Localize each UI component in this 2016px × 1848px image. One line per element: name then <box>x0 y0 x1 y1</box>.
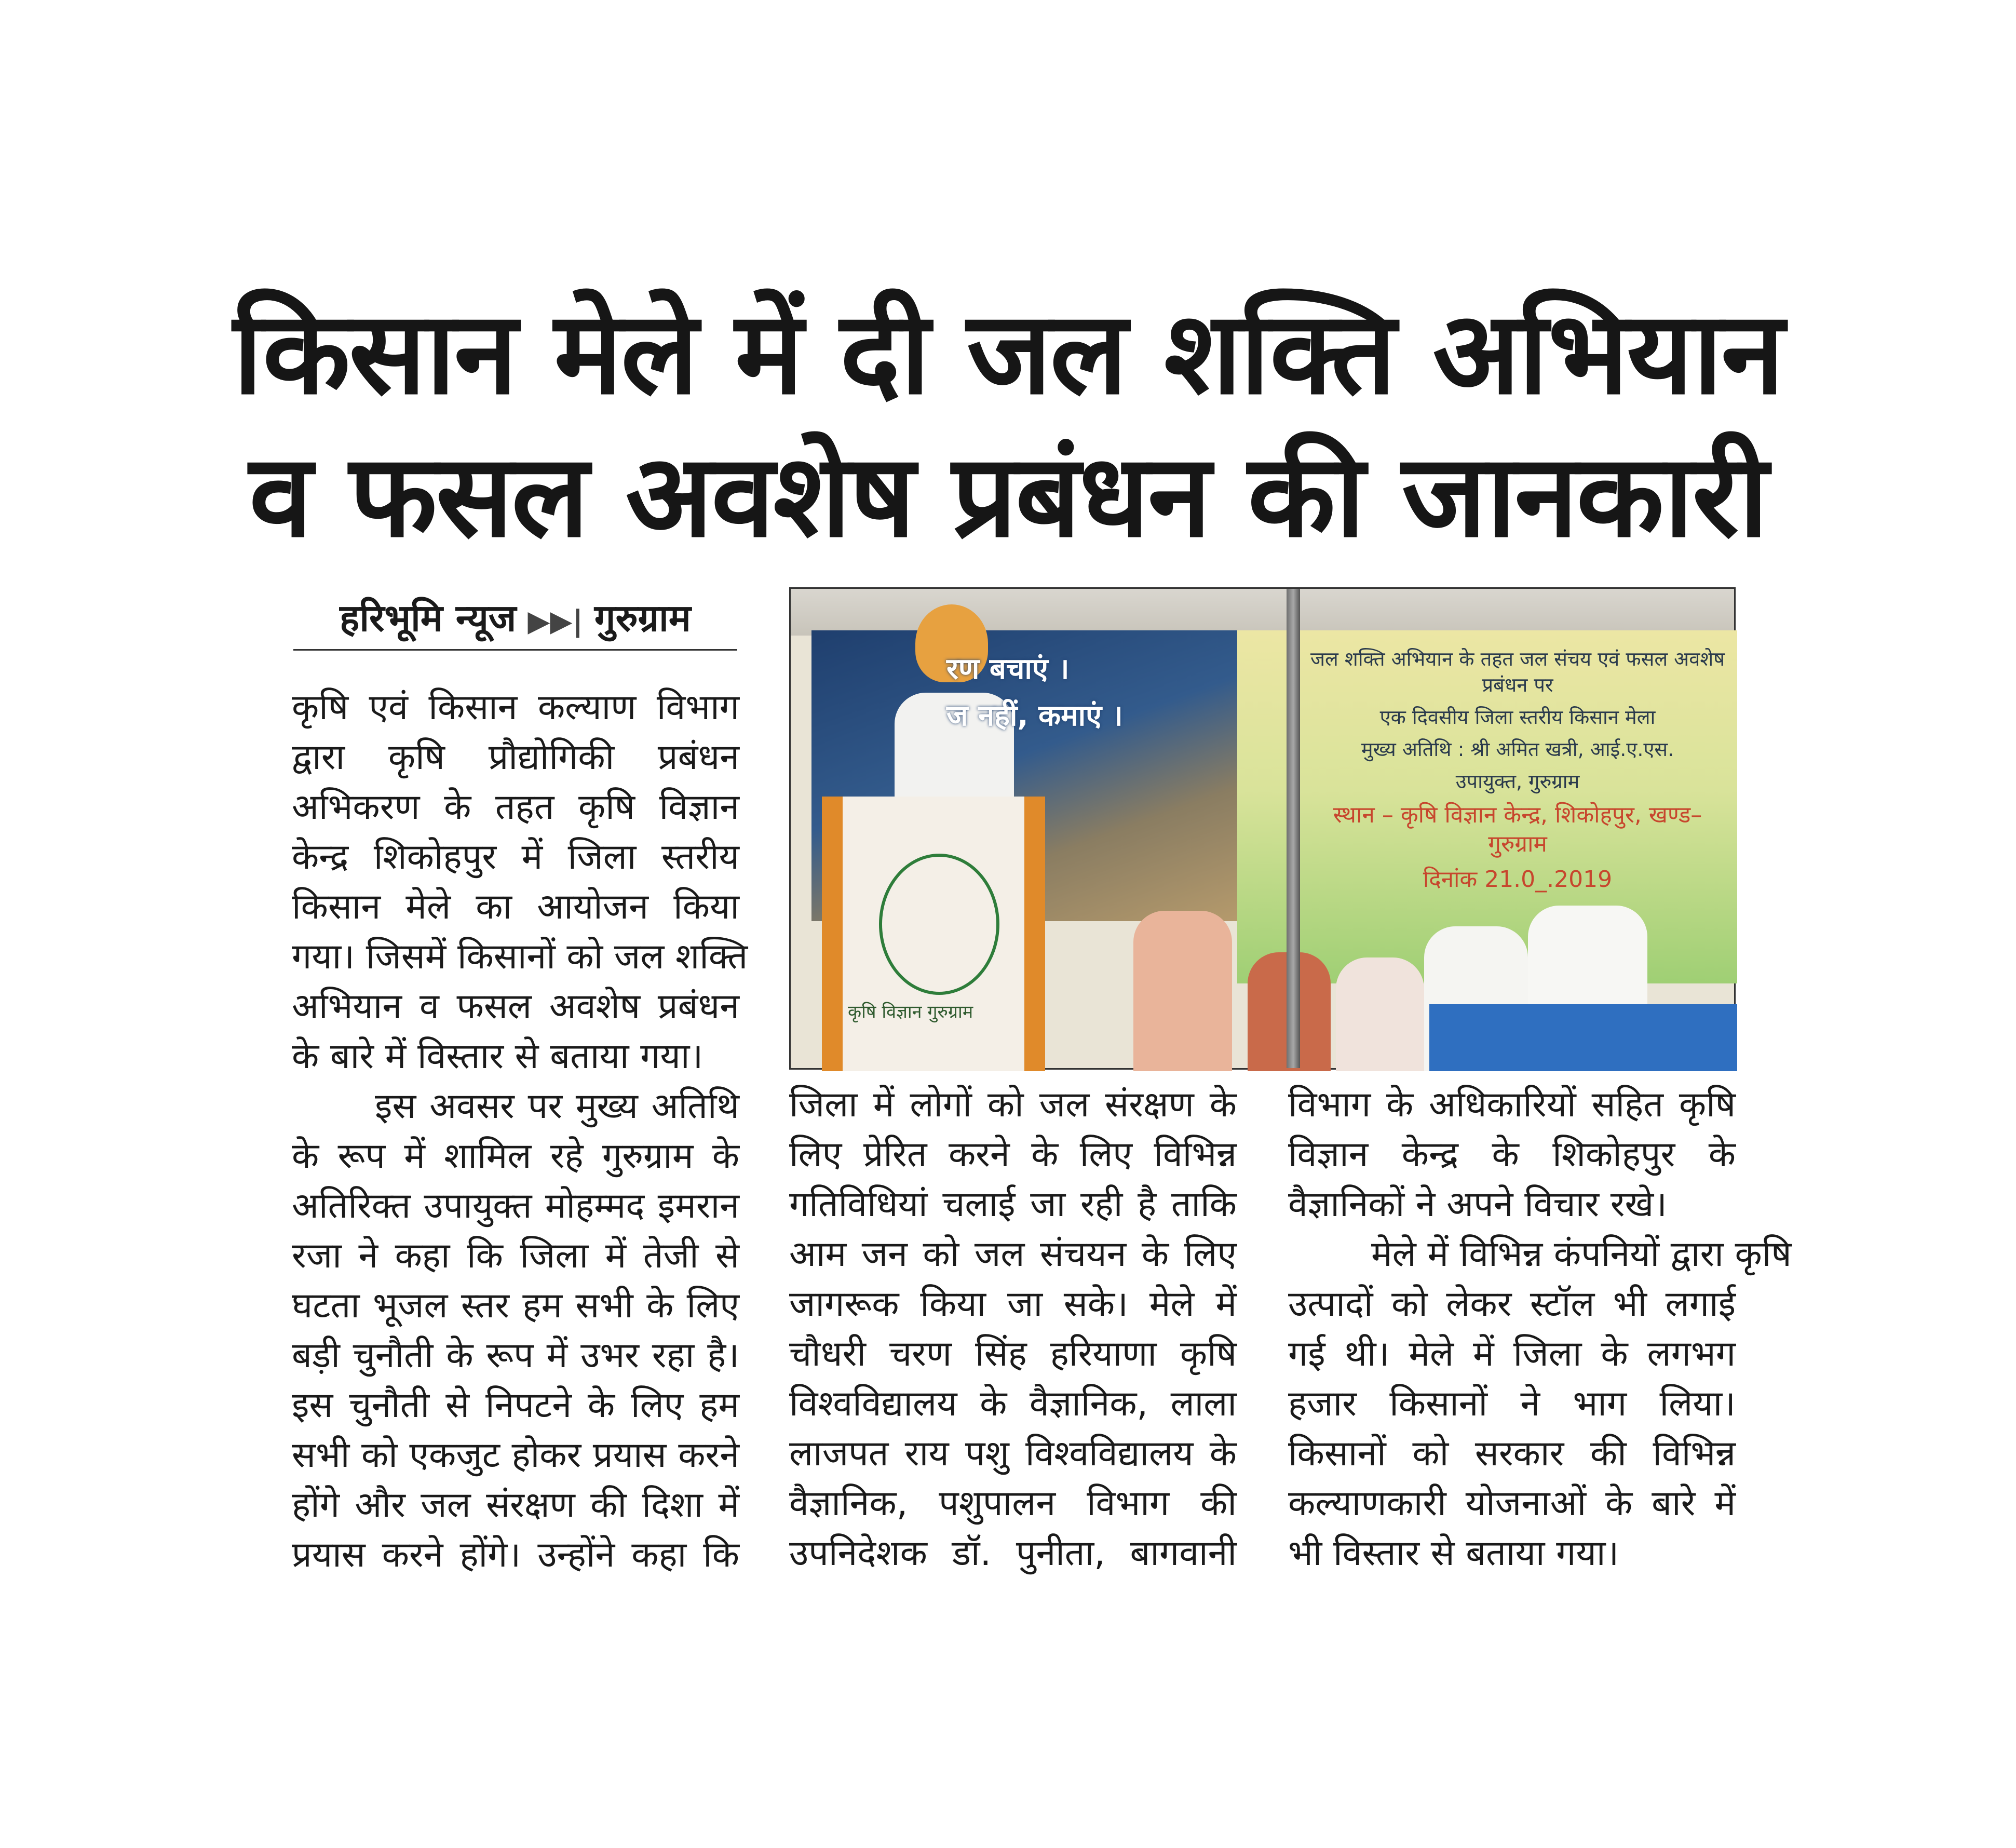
article-column-1 <box>292 683 748 1580</box>
article-line: वैज्ञानिकों ने अपने विचार रखे। <box>1288 1184 1667 1225</box>
event-photo <box>789 587 1736 1070</box>
haryana-emblem-icon <box>879 854 999 995</box>
byline-location: गुरुग्राम <box>594 596 691 640</box>
podium <box>822 797 1045 1071</box>
article-line: सभी को एकजुट होकर प्रयास करने <box>292 1435 739 1476</box>
byline-source: हरिभूमि न्यूज <box>340 596 517 640</box>
article-line: के बारे में विस्तार से बताया गया। <box>292 1036 703 1077</box>
article-line: होंगे और जल संरक्षण की दिशा में <box>292 1485 739 1526</box>
article-line: चौधरी चरण सिंह हरियाणा कृषि <box>789 1333 1237 1374</box>
article-line: के रूप में शामिल रहे गुरुग्राम के <box>292 1136 739 1177</box>
article-line: अभिकरण के तहत कृषि विज्ञान <box>292 787 739 828</box>
article-line: इस अवसर पर मुख्य अतिथि <box>375 1086 739 1127</box>
article-line: उपनिदेशक डॉ. पुनीता, बागवानी <box>789 1533 1237 1574</box>
dais-table <box>1429 1004 1737 1071</box>
headline-line-2: व फसल अवशेष प्रबंधन की जानकारी <box>249 429 1767 562</box>
article-line: इस चुनौती से निपटने के लिए हम <box>292 1385 739 1426</box>
right-banner-line: स्थान – कृषि विज्ञान केन्द्र, शिकोहपुर, खण्ड–गुरुग्राम <box>1333 802 1702 857</box>
article-line: हजार किसानों ने भाग लिया। <box>1288 1383 1736 1424</box>
podium-text: कृषि विज्ञान गुरुग्राम <box>848 1002 973 1022</box>
article-line: द्वारा कृषि प्रौद्योगिकी प्रबंधन <box>292 737 739 778</box>
article-line: केन्द्र शिकोहपुर में जिला स्तरीय <box>292 837 739 878</box>
article-line: गतिविधियां चलाई जा रही है ताकि <box>789 1184 1237 1225</box>
article-column-2 <box>789 1080 1237 1579</box>
right-banner-line: दिनांक 21.0_.2019 <box>1423 866 1613 893</box>
article-line: लिए प्रेरित करने के लिए विभिन्न <box>789 1134 1237 1175</box>
article-line: किसानों को सरकार की विभिन्न <box>1288 1433 1736 1474</box>
article-line: जिला में लोगों को जल संरक्षण के <box>789 1084 1237 1125</box>
article-line: बड़ी चुनौती के रूप में उभर रहा है। <box>292 1335 739 1376</box>
article-line: रजा ने कहा कि जिला में तेजी से <box>292 1235 739 1276</box>
article-line: उत्पादों को लेकर स्टॉल भी लगाई <box>1288 1284 1736 1325</box>
byline-divider <box>293 649 737 651</box>
article-line: भी विस्तार से बताया गया। <box>1288 1533 1619 1574</box>
fast-forward-icon: ▶▶| <box>527 604 583 638</box>
right-banner-line: उपायुक्त, गुरुग्राम <box>1455 770 1580 793</box>
article-line: मेले में विभिन्न कंपनियों द्वारा कृषि <box>1371 1234 1792 1275</box>
right-banner-line: एक दिवसीय जिला स्तरीय किसान मेला <box>1379 706 1656 729</box>
article-line: कल्याणकारी योजनाओं के बारे में <box>1288 1483 1736 1524</box>
article-line: आम जन को जल संचयन के लिए <box>789 1234 1237 1275</box>
article-line: गई थी। मेले में जिला के लगभग <box>1288 1333 1736 1374</box>
article-line: लाजपत राय पशु विश्वविद्यालय के <box>789 1433 1237 1474</box>
article-line: प्रयास करने होंगे। उन्होंने कहा कि <box>292 1534 739 1575</box>
article-column-3 <box>1288 1080 1792 1579</box>
left-banner-line: रण बचाएं । <box>946 652 1070 686</box>
article-line: विज्ञान केन्द्र के शिकोहपुर के <box>1288 1134 1736 1175</box>
article-line: कृषि एवं किसान कल्याण विभाग <box>292 687 739 728</box>
article-line: जागरूक किया जा सके। मेले में <box>789 1284 1237 1325</box>
article-line: घटता भूजल स्तर हम सभी के लिए <box>292 1285 739 1326</box>
article-line: किसान मेले का आयोजन किया <box>292 886 739 927</box>
article-line: अभियान व फसल अवशेष प्रबंधन <box>292 986 739 1027</box>
article-line: विश्वविद्यालय के वैज्ञानिक, लाला <box>789 1383 1237 1424</box>
left-banner-line: ज नहीं, कमाएं । <box>946 699 1123 733</box>
right-banner-text <box>1310 646 1725 900</box>
headline-line-1: किसान मेले में दी जल शक्ति अभियान <box>233 287 1783 420</box>
right-banner-line: जल शक्ति अभियान के तहत जल संचय एवं फसल अवशेष प्रबंधन पर <box>1310 648 1725 696</box>
right-banner-line: मुख्य अतिथि : श्री अमित खत्री, आई.ए.एस. <box>1361 738 1674 761</box>
article-line: विभाग के अधिकारियों सहित कृषि <box>1288 1084 1736 1125</box>
article-line: वैज्ञानिक, पशुपालन विभाग की <box>789 1483 1237 1524</box>
tent-pole <box>1287 589 1300 1068</box>
left-banner-text <box>946 646 1227 739</box>
byline <box>293 592 737 648</box>
article-line: अतिरिक्त उपायुक्त मोहम्मद इमरान <box>292 1185 739 1226</box>
article-line: गया। जिसमें किसानों को जल शक्ति <box>292 936 748 977</box>
